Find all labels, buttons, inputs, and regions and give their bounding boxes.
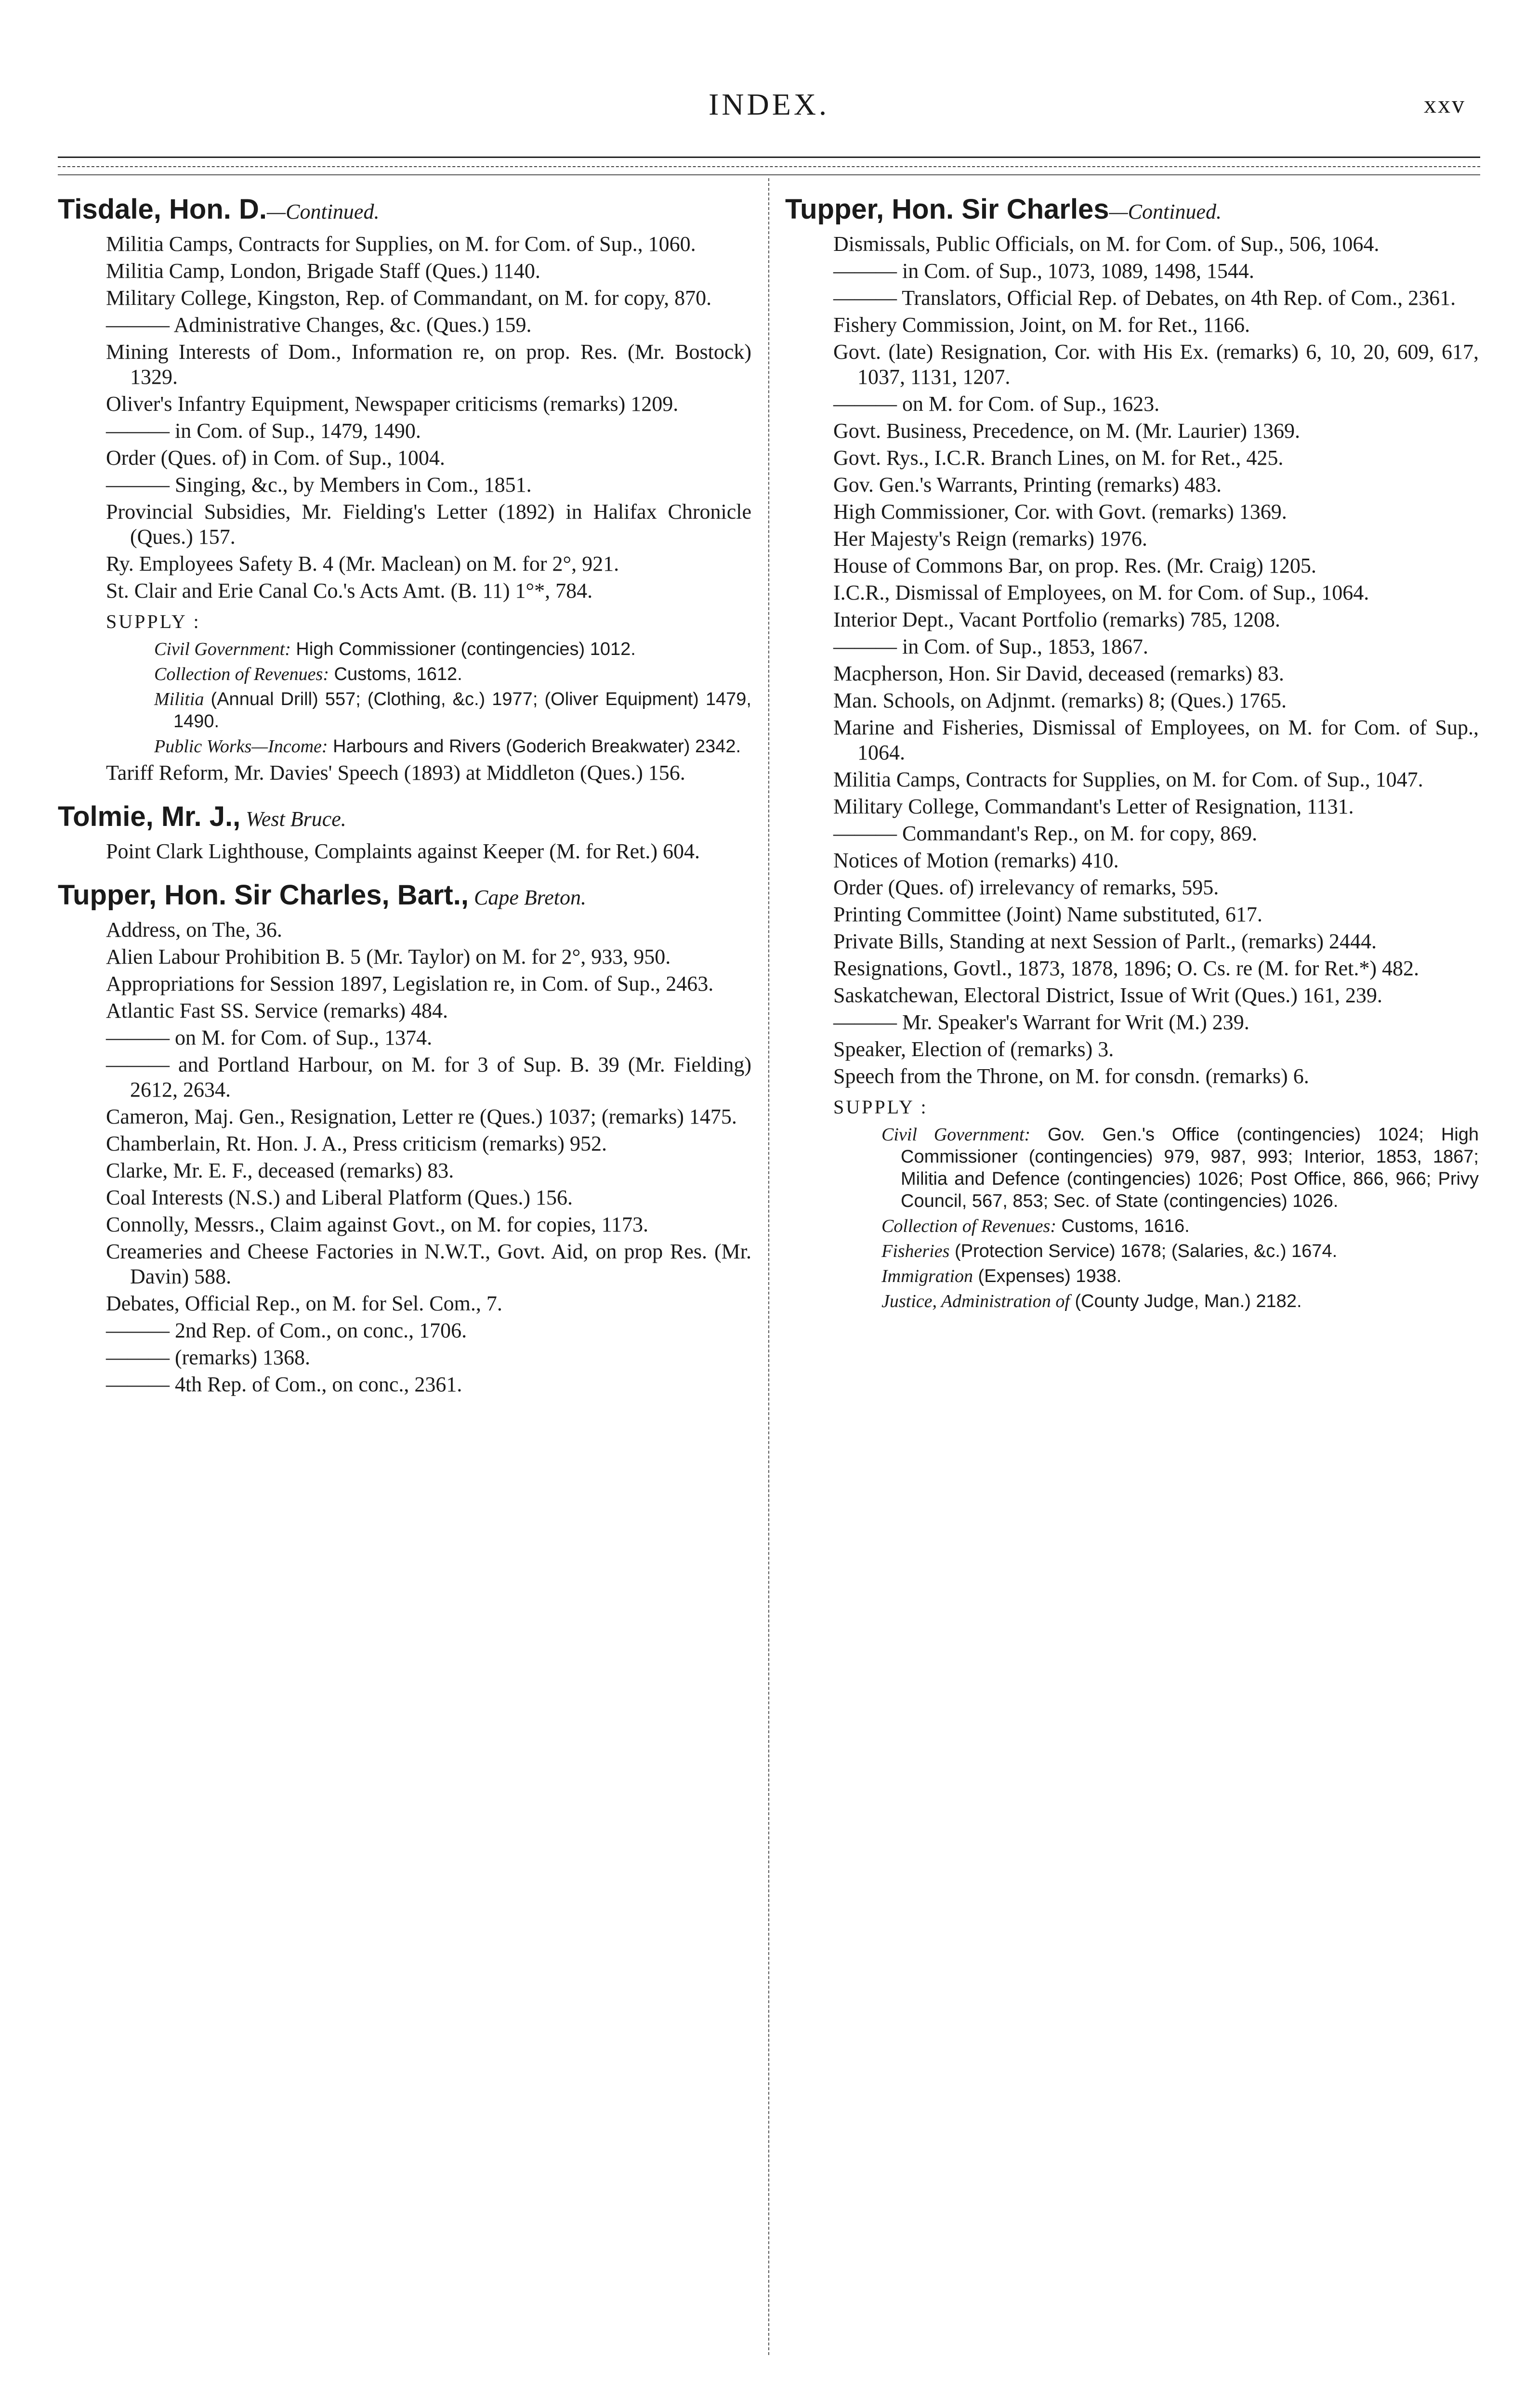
index-entry: Coal Interests (N.S.) and Liberal Platform (Ques.) 156.	[106, 1186, 573, 1209]
index-entry: Saskatchewan, Electoral District, Issue of Writ (Ques.) 161, 239.	[833, 983, 1382, 1007]
index-entry: Point Clark Lighthouse, Complaints against Keeper (M. for Ret.) 604.	[106, 839, 700, 863]
index-entry: ——— Mr. Speaker's Warrant for Writ (M.) 239.	[833, 1010, 1249, 1034]
index-heading	[58, 800, 751, 836]
header-rule	[58, 157, 1480, 158]
supply-entry	[881, 1240, 1479, 1262]
index-entry: Debates, Official Rep., on M. for Sel. Com., 7.	[106, 1292, 502, 1315]
supply-category: Fisheries	[881, 1241, 950, 1261]
supply-detail: (County Judge, Man.) 2182.	[1069, 1291, 1302, 1311]
heading-name: Tolmie, Mr. J.,	[58, 801, 241, 832]
supply-detail: Harbours and Rivers (Goderich Breakwater) 2342.	[328, 736, 741, 757]
index-entry: Address, on The, 36.	[106, 918, 282, 942]
index-entry: Dismissals, Public Officials, on M. for Com. of Sup., 506, 1064.	[833, 232, 1380, 256]
index-entry: High Commissioner, Cor. with Govt. (remarks) 1369.	[833, 500, 1287, 523]
supply-entry	[154, 663, 751, 685]
right-column	[785, 193, 1479, 1315]
supply-detail: (Expenses) 1938.	[973, 1266, 1122, 1286]
column-divider	[768, 178, 769, 2355]
index-entry: Militia Camps, Contracts for Supplies, on M. for Com. of Sup., 1047.	[833, 768, 1423, 791]
index-entry: ——— 2nd Rep. of Com., on conc., 1706.	[106, 1319, 467, 1342]
index-entry: Military College, Kingston, Rep. of Commandant, on M. for copy, 870.	[106, 286, 712, 310]
index-entry: Her Majesty's Reign (remarks) 1976.	[833, 527, 1147, 550]
index-entry: Mining Interests of Dom., Information re, on prop. Res. (Mr. Bostock) 1329.	[106, 340, 751, 389]
entry-list	[58, 917, 751, 1397]
supply-entry	[154, 688, 751, 733]
index-entry: ——— Singing, &c., by Members in Com., 1851.	[106, 473, 532, 497]
entry-list	[58, 232, 751, 603]
page-number: xxv	[1424, 91, 1466, 118]
heading-name: Tupper, Hon. Sir Charles	[785, 194, 1109, 225]
index-entry: ——— (remarks) 1368.	[106, 1346, 311, 1369]
index-entry: Militia Camp, London, Brigade Staff (Ques.) 1140.	[106, 259, 540, 283]
index-entry: Resignations, Govtl., 1873, 1878, 1896; O. Cs. re (M. for Ret.*) 482.	[833, 956, 1420, 980]
supply-category: Public Works—Income:	[154, 736, 328, 757]
index-entry: ——— in Com. of Sup., 1073, 1089, 1498, 1544.	[833, 259, 1254, 283]
heading-suffix: —Continued.	[1109, 200, 1222, 223]
index-entry: Govt. (late) Resignation, Cor. with His Ex. (remarks) 6, 10, 20, 609, 617, 1037, 1131, 1207.	[833, 340, 1479, 389]
index-entry: Tariff Reform, Mr. Davies' Speech (1893) at Middleton (Ques.) 156.	[106, 761, 685, 785]
index-entry: Fishery Commission, Joint, on M. for Ret., 1166.	[833, 313, 1250, 337]
supply-entry	[881, 1265, 1479, 1287]
supply-entry	[154, 735, 751, 758]
index-entry: ——— 4th Rep. of Com., on conc., 2361.	[106, 1373, 462, 1396]
supply-entry	[881, 1215, 1479, 1237]
supply-detail: Customs, 1616.	[1056, 1216, 1190, 1236]
index-entry: Order (Ques. of) irrelevancy of remarks, 595.	[833, 876, 1219, 899]
supply-category: Justice, Administration of	[881, 1291, 1070, 1311]
index-entry: Clarke, Mr. E. F., deceased (remarks) 83.	[106, 1159, 454, 1182]
heading-suffix: West Bruce.	[240, 807, 346, 831]
index-entry: ——— and Portland Harbour, on M. for 3 of Sup. B. 39 (Mr. Fielding) 2612, 2634.	[106, 1053, 751, 1101]
supply-category: Civil Government:	[881, 1125, 1031, 1145]
index-entry: Provincial Subsidies, Mr. Fielding's Letter (1892) in Halifax Chronicle (Ques.) 157.	[106, 500, 751, 549]
index-entry: Creameries and Cheese Factories in N.W.T., Govt. Aid, on prop Res. (Mr. Davin) 588.	[106, 1240, 751, 1288]
index-heading	[58, 878, 751, 915]
index-entry: Order (Ques. of) in Com. of Sup., 1004.	[106, 446, 445, 470]
index-entry: Military College, Commandant's Letter of Resignation, 1131.	[833, 795, 1354, 818]
supply-category: Civil Government:	[154, 639, 291, 659]
supply-detail: (Annual Drill) 557; (Clothing, &c.) 1977; (Oliver Equipment) 1479, 1490.	[173, 689, 751, 732]
heading-name: Tupper, Hon. Sir Charles, Bart.,	[58, 879, 469, 911]
index-entry: ——— in Com. of Sup., 1853, 1867.	[833, 635, 1148, 658]
heading-name: Tisdale, Hon. D.	[58, 194, 267, 225]
supply-category: Immigration	[881, 1266, 973, 1286]
index-entry: House of Commons Bar, on prop. Res. (Mr. Craig) 1205.	[833, 554, 1316, 577]
page-title: INDEX.	[708, 87, 830, 121]
supply-category: Collection of Revenues:	[881, 1216, 1056, 1236]
supply-detail: (Protection Service) 1678; (Salaries, &c.) 1674.	[949, 1241, 1338, 1261]
index-entry: Marine and Fisheries, Dismissal of Employees, on M. for Com. of Sup., 1064.	[833, 716, 1479, 764]
index-entry: Govt. Business, Precedence, on M. (Mr. Laurier) 1369.	[833, 419, 1301, 443]
index-entry: Connolly, Messrs., Claim against Govt., on M. for copies, 1173.	[106, 1213, 648, 1236]
supply-list	[785, 1124, 1479, 1312]
index-entry: Gov. Gen.'s Warrants, Printing (remarks) 483.	[833, 473, 1222, 497]
index-entry: ——— Commandant's Rep., on M. for copy, 869.	[833, 822, 1258, 845]
index-entry: Macpherson, Hon. Sir David, deceased (remarks) 83.	[833, 662, 1284, 685]
supply-detail: Customs, 1612.	[329, 664, 462, 684]
index-heading	[785, 193, 1479, 229]
supply-entry	[154, 638, 751, 660]
index-entry: ——— on M. for Com. of Sup., 1374.	[106, 1026, 433, 1049]
index-entry: ——— Administrative Changes, &c. (Ques.) 159.	[106, 313, 532, 337]
index-entry: Notices of Motion (remarks) 410.	[833, 849, 1119, 872]
supply-entry	[881, 1124, 1479, 1212]
heading-suffix: —Continued.	[267, 200, 380, 223]
index-entry: ——— on M. for Com. of Sup., 1623.	[833, 392, 1160, 416]
supply-label: SUPPLY :	[833, 1096, 928, 1118]
entry-list	[58, 839, 751, 864]
supply-category: Collection of Revenues:	[154, 664, 329, 684]
index-entry: Man. Schools, on Adjnmt. (remarks) 8; (Ques.) 1765.	[833, 689, 1287, 712]
index-entry: Cameron, Maj. Gen., Resignation, Letter re (Ques.) 1037; (remarks) 1475.	[106, 1105, 737, 1128]
index-entry: I.C.R., Dismissal of Employees, on M. for Com. of Sup., 1064.	[833, 581, 1369, 604]
index-entry: Interior Dept., Vacant Portfolio (remarks) 785, 1208.	[833, 608, 1280, 631]
supply-category: Militia	[154, 689, 204, 709]
index-entry: Chamberlain, Rt. Hon. J. A., Press criticism (remarks) 952.	[106, 1132, 607, 1155]
index-entry: Militia Camps, Contracts for Supplies, on M. for Com. of Sup., 1060.	[106, 232, 696, 256]
page-header	[58, 72, 1480, 140]
supply-label: SUPPLY :	[106, 611, 201, 632]
index-entry: ——— Translators, Official Rep. of Debates, on 4th Rep. of Com., 2361.	[833, 286, 1456, 310]
index-heading	[58, 193, 751, 229]
supply-entry	[881, 1290, 1479, 1312]
header-rule-dashed	[58, 166, 1480, 167]
index-entry: ——— in Com. of Sup., 1479, 1490.	[106, 419, 421, 443]
heading-suffix: Cape Breton.	[468, 886, 586, 909]
index-entry: Appropriations for Session 1897, Legislation re, in Com. of Sup., 2463.	[106, 972, 714, 995]
supply-detail: High Commissioner (contingencies) 1012.	[290, 639, 636, 659]
index-entry: Oliver's Infantry Equipment, Newspaper criticisms (remarks) 1209.	[106, 392, 679, 416]
supply-list	[58, 638, 751, 758]
entry-list	[785, 232, 1479, 1089]
index-entry: Private Bills, Standing at next Session of Parlt., (remarks) 2444.	[833, 929, 1377, 953]
index-entry: Govt. Rys., I.C.R. Branch Lines, on M. for Ret., 425.	[833, 446, 1284, 470]
supply-detail: Gov. Gen.'s Office (contingencies) 1024; High Commissioner (contingencies) 979, 987, 993; Interior, 1853, 1867; Militia and Defence (contingencies) 1026; Post Office, 866, 966; Privy Council, 567, 853; Sec. of State (contingencies) 1026.	[901, 1125, 1479, 1211]
index-entry: Alien Labour Prohibition B. 5 (Mr. Taylor) on M. for 2°, 933, 950.	[106, 945, 671, 968]
index-entry: St. Clair and Erie Canal Co.'s Acts Amt. (B. 11) 1°*, 784.	[106, 579, 593, 602]
index-entry: Speaker, Election of (remarks) 3.	[833, 1037, 1114, 1061]
index-entry: Ry. Employees Safety B. 4 (Mr. Maclean) on M. for 2°, 921.	[106, 552, 619, 576]
entry-list	[58, 760, 751, 785]
header-rule-lower	[58, 174, 1480, 175]
index-entry: Printing Committee (Joint) Name substituted, 617.	[833, 903, 1262, 926]
index-entry: Atlantic Fast SS. Service (remarks) 484.	[106, 999, 448, 1022]
index-entry: Speech from the Throne, on M. for consdn. (remarks) 6.	[833, 1064, 1309, 1088]
left-column	[58, 193, 751, 1399]
